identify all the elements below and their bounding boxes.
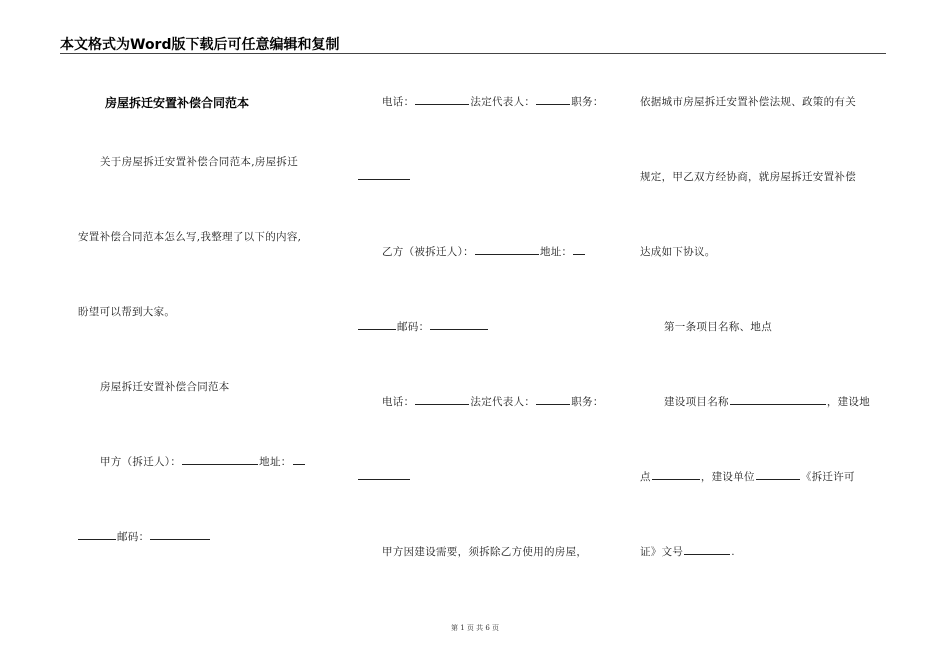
party-b-postcode-line	[358, 319, 489, 334]
text-column-1	[78, 0, 338, 672]
party-a-position-cont	[358, 169, 411, 183]
intro-line-3: 盼望可以帮到大家。	[78, 306, 176, 318]
party-b-phone-label: 电话：	[382, 396, 415, 408]
document-title: 房屋拆迁安置补偿合同范本	[105, 96, 250, 110]
project-name-label: 建设项目名称	[664, 396, 729, 408]
party-b-address-blank	[573, 244, 585, 255]
party-b-address-cont-blank	[358, 319, 396, 330]
party-a-name-blank	[182, 454, 258, 465]
party-b-legal-rep-label: 法定代表人：	[470, 396, 536, 408]
party-a-postcode-line	[78, 529, 211, 544]
text-column-3	[640, 0, 886, 672]
document-header-banner: 本文格式为Word版下载后可任意编辑和复制	[60, 37, 340, 53]
party-b-position-label: 职务：	[571, 396, 604, 408]
article-1-heading: 第一条项目名称、地点	[664, 321, 772, 333]
party-a-legal-rep-label: 法定代表人：	[470, 96, 536, 108]
party-a-phone-blank	[415, 94, 469, 105]
party-b-line	[382, 244, 586, 259]
party-a-position-label: 职务：	[571, 96, 604, 108]
party-a-postcode-blank	[150, 529, 210, 540]
party-a-postcode-label: 邮码：	[117, 531, 150, 543]
party-a-label: 甲方（拆迁人）：	[100, 456, 182, 468]
party-b-label: 乙方（被拆迁人）：	[382, 246, 474, 258]
contract-subtitle: 房屋拆迁安置补偿合同范本	[100, 381, 230, 393]
builder-label: ，建设单位	[700, 471, 755, 483]
party-b-postcode-blank	[430, 319, 488, 330]
builder-blank	[756, 469, 800, 480]
project-name-blank	[730, 394, 826, 405]
project-site-label: ，建设地	[826, 396, 871, 408]
party-a-line	[100, 454, 306, 469]
party-a-phone-label: 电话：	[382, 96, 415, 108]
intro-line-1: 关于房屋拆迁安置补偿合同范本,房屋拆迁	[100, 156, 299, 168]
clause-line-2: 依据城市房屋拆迁安置补偿法规、政策的有关	[640, 96, 856, 108]
party-b-phone-blank	[415, 394, 469, 405]
party-a-address-label: 地址：	[259, 456, 292, 468]
party-b-legal-rep-blank	[536, 394, 570, 405]
party-b-postcode-label: 邮码：	[397, 321, 430, 333]
text-column-2	[358, 0, 620, 672]
party-a-address-cont-blank	[78, 529, 116, 540]
page-number-footer: 第 1 页 共 6 页	[450, 624, 500, 632]
party-a-legal-rep-blank	[536, 94, 570, 105]
party-a-position-blank	[358, 169, 410, 180]
permit-number-line	[640, 544, 735, 559]
party-a-address-blank	[293, 454, 305, 465]
project-site-blank	[652, 469, 700, 480]
project-site-line	[640, 469, 855, 484]
clause-line-3: 规定，甲乙双方经协商，就房屋拆迁安置补偿	[640, 171, 856, 183]
party-b-position-cont	[358, 469, 411, 483]
project-name-line	[664, 394, 870, 409]
permit-no-label: 证》文号	[640, 546, 684, 558]
clause-line-1: 甲方因建设需要，须拆除乙方使用的房屋，	[382, 546, 588, 558]
party-a-phone-line	[382, 94, 604, 109]
permit-no-blank	[684, 544, 730, 555]
point-label: 点	[640, 471, 651, 483]
intro-line-2: 安置补偿合同范本怎么写,我整理了以下的内容,	[78, 231, 302, 243]
party-b-name-blank	[475, 244, 539, 255]
party-b-phone-line	[382, 394, 604, 409]
party-b-address-label: 地址：	[539, 246, 573, 258]
clause-line-4: 达成如下协议。	[640, 246, 716, 258]
permit-label: 《拆迁许可	[800, 471, 855, 483]
party-b-position-blank	[358, 469, 410, 480]
permit-period: .	[731, 546, 735, 558]
